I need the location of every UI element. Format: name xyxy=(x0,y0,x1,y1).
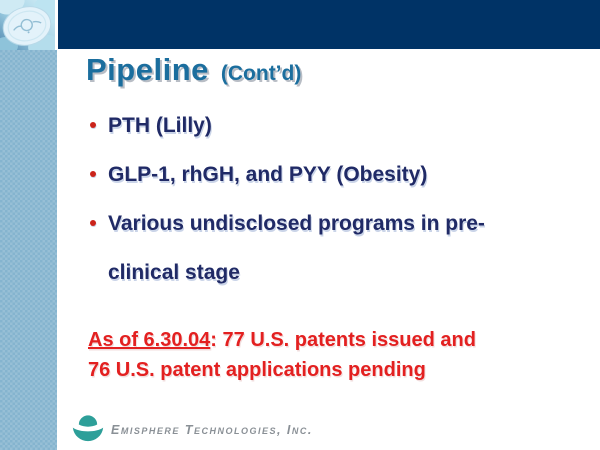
company-name: Emisphere Technologies, Inc. xyxy=(111,423,313,437)
bullet-text: GLP-1, rhGH, and PYY (Obesity) xyxy=(108,163,428,186)
bullet-item xyxy=(88,199,490,297)
left-accent-strip xyxy=(0,50,57,450)
patents-note xyxy=(88,326,476,385)
slide-title-suffix: (Cont’d) xyxy=(220,62,302,85)
bullet-dot xyxy=(90,220,96,226)
pills-photo xyxy=(0,0,55,50)
patents-line2: 76 U.S. patent applications pending xyxy=(88,358,426,381)
bullet-dot xyxy=(90,122,96,128)
bullet-dot xyxy=(90,171,96,177)
slide-title-text: Pipeline xyxy=(86,52,209,87)
bullet-text: Various undisclosed programs in pre-clinical stage xyxy=(108,212,485,284)
header-bar xyxy=(58,0,600,49)
patents-line1-rest: : 77 U.S. patents issued and xyxy=(210,329,476,351)
patents-date: As of 6.30.04 xyxy=(88,329,211,351)
company-logo xyxy=(72,414,313,444)
emisphere-sphere-icon xyxy=(72,414,104,444)
slide-title xyxy=(86,52,301,88)
bullet-text: PTH (Lilly) xyxy=(108,114,212,137)
bullet-item xyxy=(88,101,490,150)
bullet-item xyxy=(88,150,490,199)
bullet-list xyxy=(88,101,490,297)
